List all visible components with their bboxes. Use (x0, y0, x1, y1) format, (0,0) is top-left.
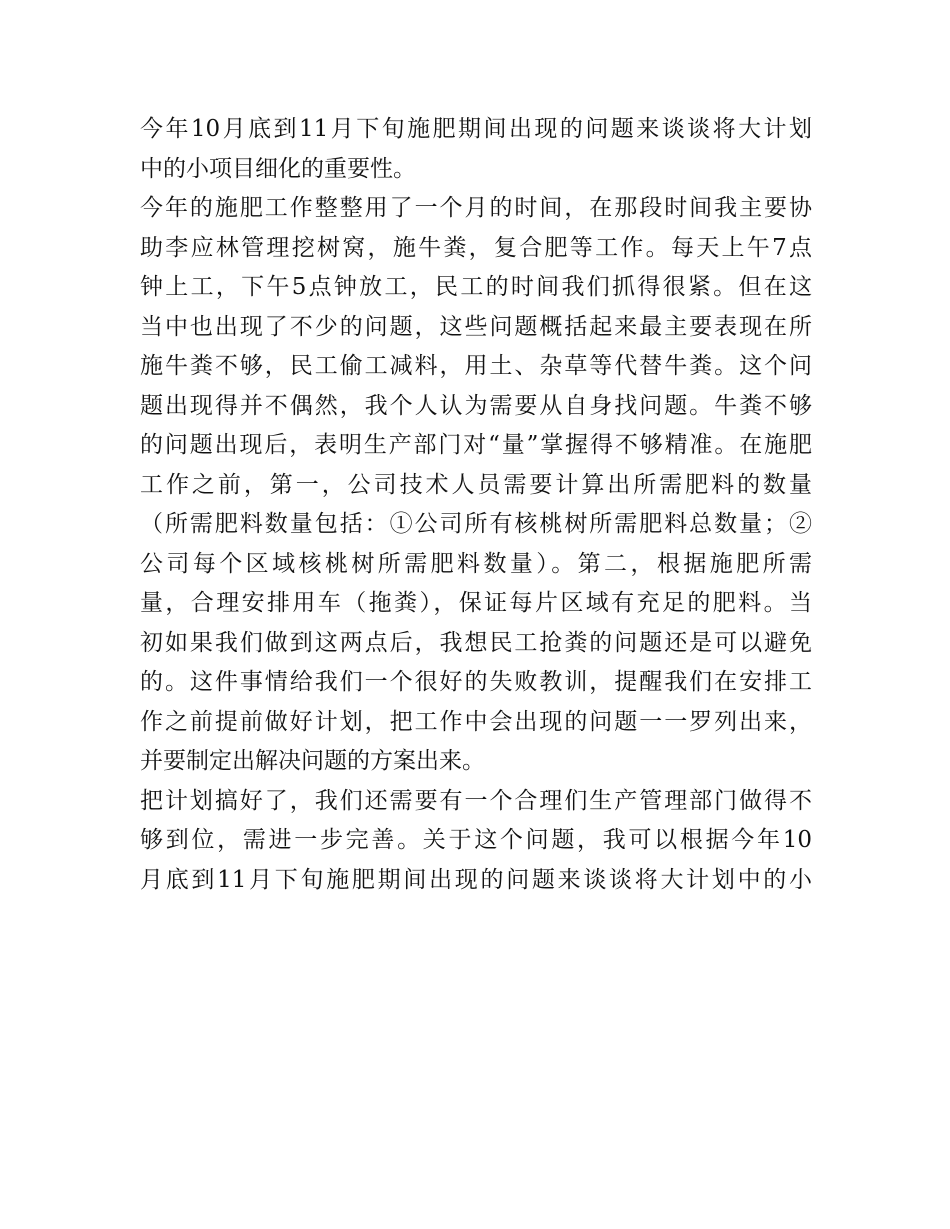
document-body (140, 110, 812, 900)
text-line: 的。这件事情给我们一个很好的失败教训，提醒我们在安排工 (140, 669, 812, 695)
text-line: 把计划搞好了，我们还需要有一个合理们生产管理部门做得不 (140, 787, 812, 814)
text-line: 当中也出现了不少的问题，这些问题概括起来最主要表现在所 (140, 313, 812, 340)
text-line: （所需肥料数量包括：①公司所有核桃树所需肥料总数量；② (140, 511, 812, 537)
text-line: 钟上工，下午5点钟放工，民工的时间我们抓得很紧。但在这 (140, 274, 812, 300)
text-line: 今年10月底到11月下旬施肥期间出现的问题来谈谈将大计划 (140, 116, 812, 142)
text-line: 中的小项目细化的重要性。 (140, 155, 416, 182)
text-line: 作之前提前做好计划，把工作中会出现的问题一一罗列出来， (140, 708, 812, 735)
text-line: 施牛粪不够，民工偷工减料，用土、杂草等代替牛粪。这个问 (140, 353, 812, 379)
text-line: 公司每个区域核桃树所需肥料数量）。第二，根据施肥所需 (140, 550, 812, 577)
text-line: 并要制定出解决问题的方案出来。 (140, 748, 485, 774)
text-line: 今年的施肥工作整整用了一个月的时间，在那段时间我主要协 (140, 195, 812, 221)
paragraph-2 (140, 189, 812, 782)
text-line: 初如果我们做到这两点后，我想民工抢粪的问题还是可以避免 (140, 629, 812, 656)
text-line: 量，合理安排用车（拖粪），保证每片区域有充足的肥料。当 (140, 590, 812, 616)
paragraph-1 (140, 110, 812, 189)
text-line: 的问题出现后，表明生产部门对“量”掌握得不够精准。在施肥 (140, 432, 812, 458)
text-line: 月底到11月下旬施肥期间出现的问题来谈谈将大计划中的小 (140, 866, 812, 893)
text-line: 题出现得并不偶然，我个人认为需要从自身找问题。牛粪不够 (140, 392, 812, 419)
text-line: 助李应林管理挖树窝，施牛粪，复合肥等工作。每天上午7点 (140, 234, 812, 261)
paragraph-3 (140, 782, 812, 901)
text-line: 够到位，需进一步完善。关于这个问题，我可以根据今年10 (140, 827, 812, 853)
text-line: 工作之前，第一，公司技术人员需要计算出所需肥料的数量 (140, 471, 812, 498)
